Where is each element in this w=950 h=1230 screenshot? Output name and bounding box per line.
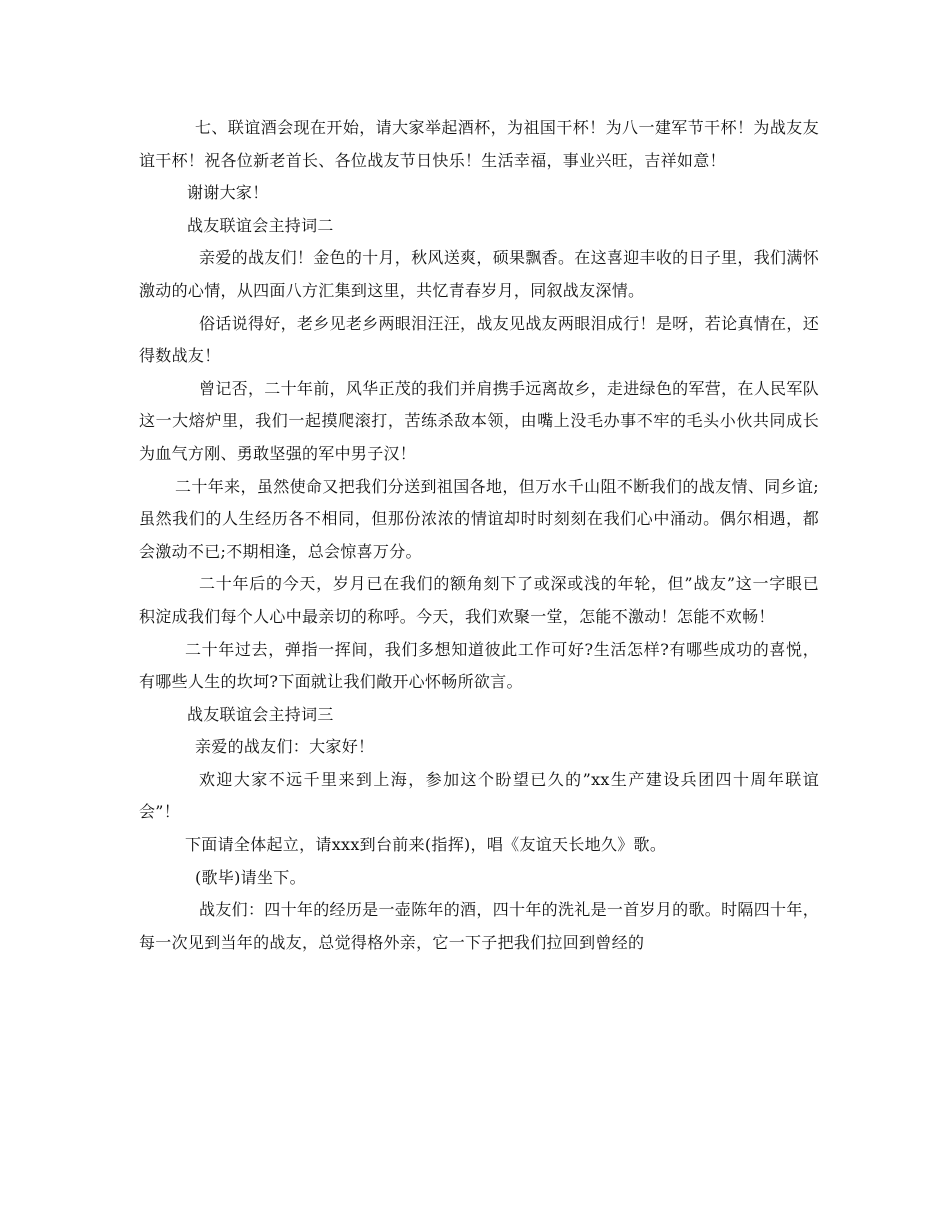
- paragraph-song: 下面请全体起立，请xxx到台前来(指挥)，唱《友谊天长地久》歌。: [185, 835, 667, 855]
- section-heading-2: 战友联谊会主持词二: [187, 215, 334, 235]
- paragraph-forty-years: 战友们：四十年的经历是一壶陈年的酒，四十年的洗礼是一首岁月的歌。时隔四十年，每一次见到当年的战友，总觉得格外亲，它一下子把我们拉回到曾经的: [139, 900, 819, 952]
- paragraph-twenty-years: 二十年来，虽然使命又把我们分送到祖国各地，但万水千山阻不断我们的战友情、同乡谊;虽然我们的人生经历各不相同，但那份浓浓的情谊却时时刻刻在我们心中涌动。偶尔相遇，都会激动不已;不期相逢，总会惊喜万分。: [139, 476, 819, 561]
- paragraph-thanks: 谢谢大家！: [187, 183, 269, 203]
- paragraph-greeting: 亲爱的战友们！金色的十月，秋风送爽，硕果飘香。在这喜迎丰收的日子里，我们满怀激动的心情，从四面八方汇集到这里，共忆青春岁月，同叙战友深情。: [139, 248, 819, 300]
- document-body: [139, 112, 819, 959]
- section-heading-3: 战友联谊会主持词三: [187, 704, 334, 724]
- paragraph-saying: 俗话说得好，老乡见老乡两眼泪汪汪，战友见战友两眼泪成行！是呀，若论真情在，还得数战友！: [139, 313, 819, 366]
- paragraph-hello: 亲爱的战友们：大家好！: [195, 737, 375, 757]
- paragraph-past: 二十年过去，弹指一挥间，我们多想知道彼此工作可好?生活怎样?有哪些成功的喜悦，有哪些人生的坎坷?下面就让我们敞开心怀畅所欲言。: [139, 639, 819, 692]
- paragraph-welcome: 欢迎大家不远千里来到上海，参加这个盼望已久的”xx生产建设兵团四十周年联谊会”！: [139, 769, 819, 822]
- paragraph-toast: 七、联谊酒会现在开始，请大家举起酒杯，为祖国干杯！为八一建军节干杯！为战友友谊干杯！祝各位新老首长、各位战友节日快乐！生活幸福，事业兴旺，吉祥如意！: [139, 118, 819, 170]
- paragraph-today: 二十年后的今天，岁月已在我们的额角刻下了或深或浅的年轮，但”战友”这一字眼已积淀成我们每个人心中最亲切的称呼。今天，我们欢聚一堂，怎能不激动！怎能不欢畅！: [139, 574, 819, 626]
- paragraph-sit-down: (歌毕)请坐下。: [195, 867, 306, 887]
- paragraph-memory: 曾记否，二十年前，风华正茂的我们并肩携手远离故乡，走进绿色的军营，在人民军队这一大熔炉里，我们一起摸爬滚打，苦练杀敌本领，由嘴上没毛办事不牢的毛头小伙共同成长为血气方刚、勇敢坚强的军中男子汉！: [139, 378, 819, 463]
